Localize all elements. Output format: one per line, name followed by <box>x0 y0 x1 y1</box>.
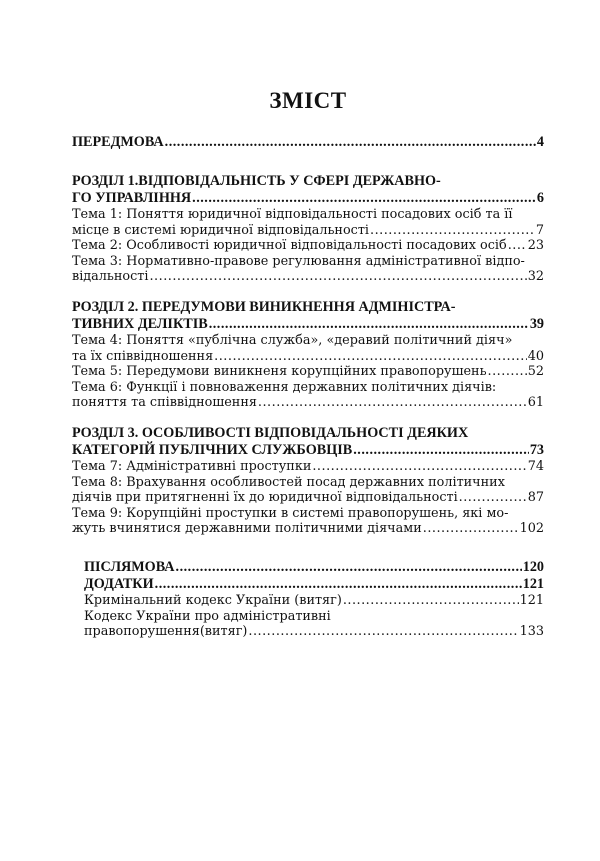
toc-label: відальності <box>72 269 149 285</box>
toc-page-number: 74 <box>527 458 544 474</box>
toc-page-number: 102 <box>519 521 544 537</box>
toc-topic-6[interactable] <box>72 380 544 411</box>
leader-dots <box>149 269 526 285</box>
leader-dots <box>258 395 527 411</box>
leader-dots <box>214 349 527 365</box>
toc-entry-afterword[interactable] <box>72 559 544 576</box>
leader-dots <box>248 624 518 640</box>
leader-dots <box>165 134 536 151</box>
toc-label: Тема 7: Адміністративні проступки <box>72 458 312 474</box>
leader-dots <box>176 559 522 576</box>
toc-topic-5[interactable] <box>72 364 544 380</box>
toc-label: та їх співвідношення <box>72 348 214 364</box>
toc-page-number: 121 <box>519 592 544 608</box>
toc-page-number: 4 <box>536 134 544 150</box>
toc-label: ДОДАТКИ <box>84 575 154 592</box>
leader-dots <box>370 223 535 239</box>
toc-label: Тема 9: Корупційні проступки в системі правопорушень, які мо- <box>72 505 509 521</box>
toc-entry-appendices[interactable] <box>72 576 544 593</box>
toc-label: Тема 1: Поняття юридичної відповідальності посадових осіб та її <box>72 207 513 222</box>
toc-topic-1[interactable] <box>72 207 544 238</box>
toc-page-number: 73 <box>529 441 544 458</box>
toc-label: РОЗДІЛ 2. ПЕРЕДУМОВИ ВИНИКНЕННЯ АДМІНІСТРА- <box>72 298 456 315</box>
toc-label: Тема 6: Функції і повноваження державних політичних діячів: <box>72 379 497 395</box>
leader-dots <box>423 521 519 537</box>
leader-dots <box>155 576 522 593</box>
toc-label: поняття та співвідношення <box>72 395 257 411</box>
toc-label: ПЕРЕДМОВА <box>72 134 164 150</box>
toc-section-3[interactable] <box>72 425 544 459</box>
toc-label: Тема 8: Врахування особливостей посад державних політичних <box>72 474 505 490</box>
leader-dots <box>312 459 526 475</box>
toc-label: КАТЕГОРІЙ ПУБЛІЧНИХ СЛУЖБОВЦІВ <box>72 441 353 458</box>
toc-page-number: 6 <box>536 190 544 206</box>
toc-page-number: 133 <box>519 624 544 640</box>
toc-page-number: 39 <box>529 315 544 332</box>
toc-page <box>72 88 544 640</box>
toc-entry-admin-code[interactable] <box>72 609 544 640</box>
toc-label: діячів при притягненні їх до юридичної відповідальності <box>72 490 458 506</box>
toc-label: Кодекс України про адміністративні <box>84 608 331 624</box>
toc-section-1[interactable] <box>72 173 544 207</box>
toc-section-2[interactable] <box>72 299 544 333</box>
toc-page-number: 7 <box>535 222 544 238</box>
toc-page-number: 23 <box>527 238 544 254</box>
toc-page-number: 40 <box>527 348 544 364</box>
toc-entry-criminal-code[interactable] <box>72 593 544 609</box>
toc-topic-8[interactable] <box>72 475 544 506</box>
toc-topic-7[interactable] <box>72 459 544 475</box>
toc-page-number: 121 <box>522 575 544 592</box>
leader-dots <box>209 316 529 333</box>
toc-label: Тема 2: Особливості юридичної відповідальності посадових осіб <box>72 238 507 254</box>
toc-label: Тема 4: Поняття «публічна служба», «деравий політичний діяч» <box>72 332 513 348</box>
leader-dots <box>353 442 529 459</box>
leader-dots <box>192 190 536 207</box>
page-title: ЗМІСТ <box>269 88 347 113</box>
toc-page-number: 32 <box>527 269 544 285</box>
toc-page-number: 52 <box>527 364 544 380</box>
toc-topic-3[interactable] <box>72 254 544 285</box>
toc-label: ТИВНИХ ДЕЛІКТІВ <box>72 315 208 332</box>
toc-label: РОЗДІЛ 1.ВІДПОВІДАЛЬНІСТЬ У СФЕРІ ДЕРЖАВНО- <box>72 173 441 189</box>
leader-dots <box>459 490 527 506</box>
toc-label: РОЗДІЛ 3. ОСОБЛИВОСТІ ВІДПОВІДАЛЬНОСТІ ДЕЯКИХ <box>72 424 469 441</box>
toc-label: Кримінальний кодекс України (витяг) <box>84 592 342 608</box>
toc-label: жуть вчинятися державними політичними діячами <box>72 521 422 537</box>
toc-entry-preface[interactable] <box>72 134 544 151</box>
toc-label: Тема 3: Нормативно-правове регулювання адміністративної відпо- <box>72 253 525 269</box>
toc-page-number: 87 <box>527 490 544 506</box>
toc-page-number: 61 <box>527 395 544 411</box>
leader-dots <box>508 238 527 254</box>
toc-label: місце в системі юридичної відповідальності <box>72 222 369 238</box>
leader-dots <box>488 364 527 380</box>
toc-label: ГО УПРАВЛІННЯ <box>72 190 192 206</box>
toc-page-number: 120 <box>522 558 544 575</box>
toc-topic-2[interactable] <box>72 238 544 254</box>
toc-label: Тема 5: Передумови виникненя корупційних правопорушень <box>72 364 487 380</box>
toc-topic-4[interactable] <box>72 333 544 364</box>
toc-label: правопорушення(витяг) <box>84 624 248 640</box>
leader-dots <box>343 593 519 609</box>
toc-topic-9[interactable] <box>72 506 544 537</box>
toc-label: ПІСЛЯМОВА <box>84 558 175 575</box>
